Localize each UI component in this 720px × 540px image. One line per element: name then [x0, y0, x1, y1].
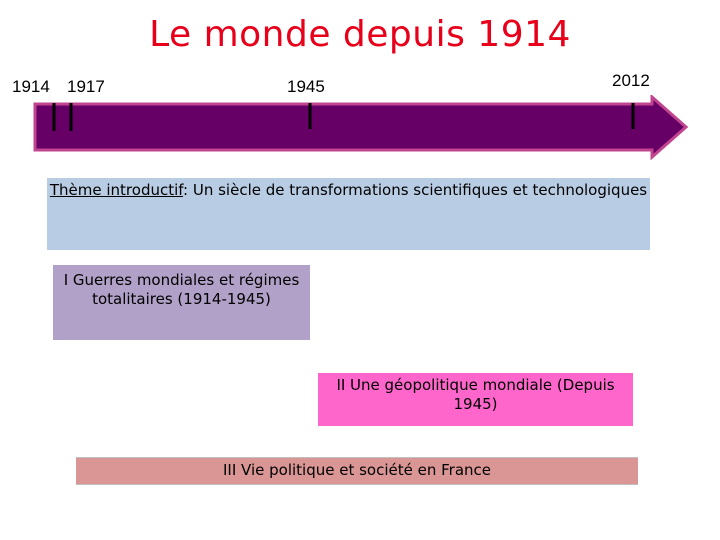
timeline-arrow-bar	[35, 97, 686, 157]
year-label-1917: 1917	[67, 77, 105, 96]
block-geopolitique-mondiale: II Une géopolitique mondiale (Depuis 1945)	[318, 373, 633, 426]
page-title: Le monde depuis 1914	[149, 14, 571, 55]
year-label-1945: 1945	[287, 77, 325, 96]
block-theme-rest: : Un siècle de transformations scientifiques et technologiques	[183, 181, 648, 199]
year-label-1914: 1914	[12, 77, 50, 96]
block-vie-politique-france: III Vie politique et société en France	[76, 457, 638, 485]
year-label-2012: 2012	[612, 71, 650, 90]
block-guerres-mondiales: I Guerres mondiales et régimes totalitaires (1914-1945)	[53, 265, 310, 340]
block-theme-lead: Thème introductif	[49, 181, 184, 199]
block-theme-introductif	[47, 178, 650, 250]
timeline-arrow	[0, 95, 720, 175]
